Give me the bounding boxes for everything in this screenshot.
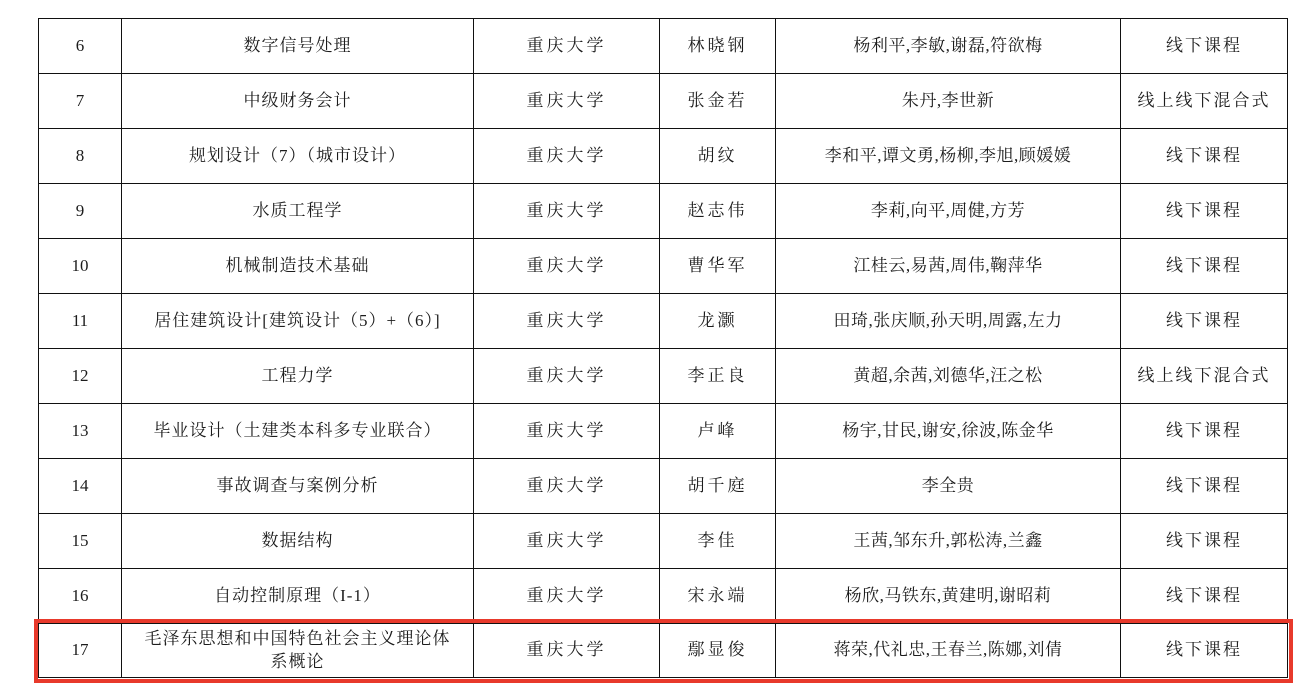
cell-university: 重庆大学 xyxy=(474,19,660,74)
cell-team-teachers: 江桂云,易茜,周伟,鞠萍华 xyxy=(776,239,1121,294)
table-row-highlighted xyxy=(39,624,1288,678)
course-table-container xyxy=(38,18,1288,678)
cell-row-number: 15 xyxy=(39,514,122,569)
cell-university: 重庆大学 xyxy=(474,74,660,129)
table-row xyxy=(39,239,1288,294)
course-table-body xyxy=(39,19,1288,678)
cell-row-number: 13 xyxy=(39,404,122,459)
cell-course-name: 工程力学 xyxy=(122,349,474,404)
cell-course-name: 事故调查与案例分析 xyxy=(122,459,474,514)
cell-university: 重庆大学 xyxy=(474,129,660,184)
cell-lead-teacher: 赵志伟 xyxy=(660,184,776,239)
table-row xyxy=(39,459,1288,514)
cell-team-teachers: 李莉,向平,周健,方芳 xyxy=(776,184,1121,239)
cell-university: 重庆大学 xyxy=(474,624,660,678)
cell-course-type: 线下课程 xyxy=(1121,19,1288,74)
cell-university: 重庆大学 xyxy=(474,459,660,514)
cell-course-name: 机械制造技术基础 xyxy=(122,239,474,294)
cell-team-teachers: 田琦,张庆顺,孙天明,周露,左力 xyxy=(776,294,1121,349)
cell-university: 重庆大学 xyxy=(474,514,660,569)
table-row xyxy=(39,74,1288,129)
cell-lead-teacher: 林晓钢 xyxy=(660,19,776,74)
cell-course-type: 线下课程 xyxy=(1121,184,1288,239)
cell-course-type: 线上线下混合式 xyxy=(1121,74,1288,129)
cell-row-number: 7 xyxy=(39,74,122,129)
table-row xyxy=(39,404,1288,459)
cell-lead-teacher: 卢峰 xyxy=(660,404,776,459)
cell-course-name: 数据结构 xyxy=(122,514,474,569)
cell-team-teachers: 朱丹,李世新 xyxy=(776,74,1121,129)
cell-university: 重庆大学 xyxy=(474,404,660,459)
cell-course-name: 自动控制原理（I-1） xyxy=(122,569,474,624)
cell-team-teachers: 黄超,余茜,刘德华,汪之松 xyxy=(776,349,1121,404)
cell-course-name: 居住建筑设计[建筑设计（5）+（6）] xyxy=(122,294,474,349)
cell-lead-teacher: 胡纹 xyxy=(660,129,776,184)
cell-course-type: 线下课程 xyxy=(1121,239,1288,294)
table-row xyxy=(39,569,1288,624)
cell-row-number: 17 xyxy=(39,624,122,678)
cell-university: 重庆大学 xyxy=(474,294,660,349)
cell-team-teachers: 李和平,谭文勇,杨柳,李旭,顾媛媛 xyxy=(776,129,1121,184)
cell-university: 重庆大学 xyxy=(474,184,660,239)
table-row xyxy=(39,19,1288,74)
cell-row-number: 8 xyxy=(39,129,122,184)
cell-course-type: 线下课程 xyxy=(1121,459,1288,514)
cell-row-number: 6 xyxy=(39,19,122,74)
cell-course-type: 线下课程 xyxy=(1121,569,1288,624)
cell-lead-teacher: 胡千庭 xyxy=(660,459,776,514)
table-row xyxy=(39,514,1288,569)
cell-row-number: 10 xyxy=(39,239,122,294)
cell-team-teachers: 杨宇,甘民,谢安,徐波,陈金华 xyxy=(776,404,1121,459)
cell-team-teachers: 蒋荣,代礼忠,王春兰,陈娜,刘倩 xyxy=(776,624,1121,678)
cell-course-name: 中级财务会计 xyxy=(122,74,474,129)
cell-university: 重庆大学 xyxy=(474,239,660,294)
cell-lead-teacher: 鄢显俊 xyxy=(660,624,776,678)
cell-course-name: 毛泽东思想和中国特色社会主义理论体系概论 xyxy=(122,624,474,678)
cell-course-name: 数字信号处理 xyxy=(122,19,474,74)
cell-course-type: 线上线下混合式 xyxy=(1121,349,1288,404)
cell-lead-teacher: 李佳 xyxy=(660,514,776,569)
table-row xyxy=(39,294,1288,349)
cell-lead-teacher: 李正良 xyxy=(660,349,776,404)
cell-course-type: 线下课程 xyxy=(1121,404,1288,459)
cell-row-number: 16 xyxy=(39,569,122,624)
cell-course-name: 水质工程学 xyxy=(122,184,474,239)
cell-row-number: 9 xyxy=(39,184,122,239)
cell-course-type: 线下课程 xyxy=(1121,294,1288,349)
cell-course-type: 线下课程 xyxy=(1121,129,1288,184)
cell-lead-teacher: 龙灏 xyxy=(660,294,776,349)
cell-lead-teacher: 曹华军 xyxy=(660,239,776,294)
table-row xyxy=(39,184,1288,239)
cell-lead-teacher: 宋永端 xyxy=(660,569,776,624)
cell-team-teachers: 杨欣,马铁东,黄建明,谢昭莉 xyxy=(776,569,1121,624)
cell-row-number: 14 xyxy=(39,459,122,514)
table-row xyxy=(39,129,1288,184)
cell-course-type: 线下课程 xyxy=(1121,624,1288,678)
cell-lead-teacher: 张金若 xyxy=(660,74,776,129)
table-row xyxy=(39,349,1288,404)
cell-course-type: 线下课程 xyxy=(1121,514,1288,569)
cell-university: 重庆大学 xyxy=(474,569,660,624)
cell-university: 重庆大学 xyxy=(474,349,660,404)
cell-row-number: 11 xyxy=(39,294,122,349)
cell-team-teachers: 王茜,邹东升,郭松涛,兰鑫 xyxy=(776,514,1121,569)
cell-team-teachers: 杨利平,李敏,谢磊,符欲梅 xyxy=(776,19,1121,74)
cell-course-name: 毕业设计（土建类本科多专业联合） xyxy=(122,404,474,459)
cell-row-number: 12 xyxy=(39,349,122,404)
cell-team-teachers: 李全贵 xyxy=(776,459,1121,514)
course-table xyxy=(38,18,1288,678)
cell-course-name: 规划设计（7）（城市设计） xyxy=(122,129,474,184)
